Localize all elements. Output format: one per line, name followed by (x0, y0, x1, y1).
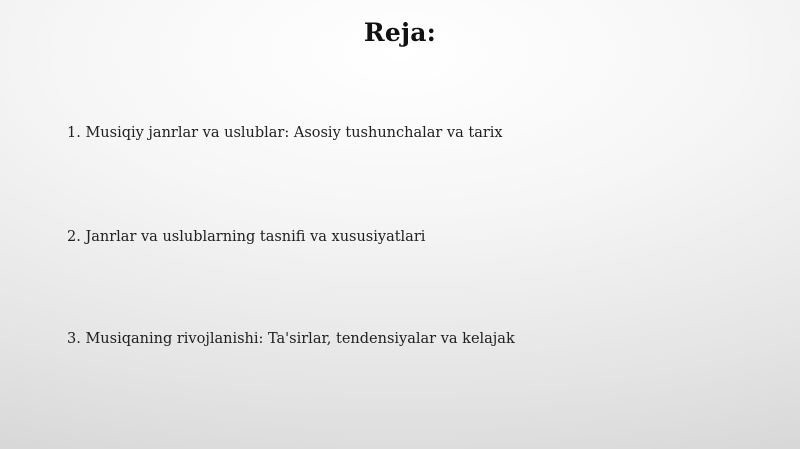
agenda-item-2: 2. Janrlar va uslublarning tasnifi va xususiyatlari (67, 229, 426, 245)
slide-title: Reja: (363, 18, 437, 47)
agenda-item-1: 1. Musiqiy janrlar va uslublar: Asosiy tushunchalar va tarix (67, 125, 503, 141)
agenda-item-3: 3. Musiqaning rivojlanishi: Ta'sirlar, tendensiyalar va kelajak (67, 331, 515, 347)
